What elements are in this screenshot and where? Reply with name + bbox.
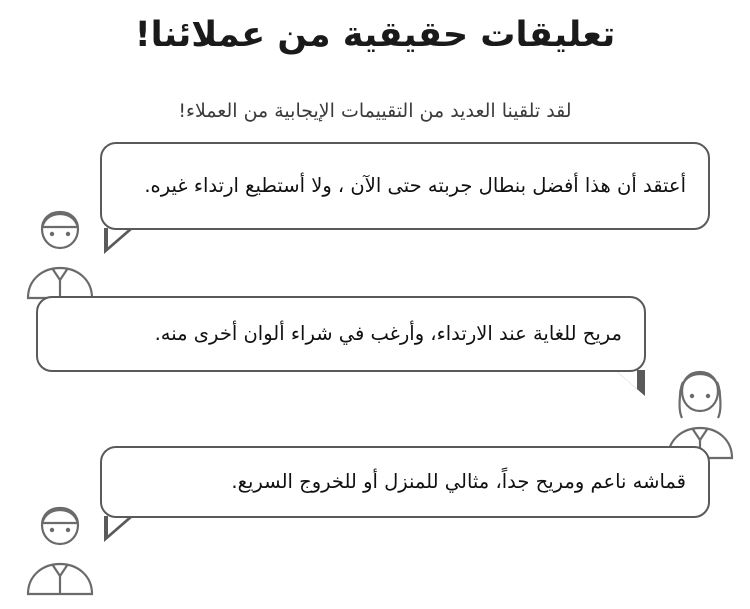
speech-bubble xyxy=(100,446,710,518)
bubble-tail-fill xyxy=(108,515,131,535)
page-title: تعليقات حقيقية من عملائنا! xyxy=(134,15,616,55)
speech-bubble xyxy=(36,296,646,372)
page-subtitle: لقد تلقينا العديد من التقييمات الإيجابية من العملاء! xyxy=(178,100,572,122)
bubble-tail-fill xyxy=(614,369,637,389)
avatar-man-icon xyxy=(22,502,98,598)
testimonial-item xyxy=(0,446,750,566)
testimonial-text: قماشه ناعم ومريح جداً، مثالي للمنزل أو للخروج السريع. xyxy=(231,469,686,493)
avatar-man-icon xyxy=(22,206,98,302)
testimonial-item xyxy=(0,296,750,416)
testimonial-item xyxy=(0,142,750,262)
testimonial-text: مريح للغاية عند الارتداء، وأرغب في شراء ألوان أخرى منه. xyxy=(154,321,622,345)
testimonial-text: أعتقد أن هذا أفضل بنطال جربته حتى الآن ، ولا أستطيع ارتداء غيره. xyxy=(144,173,686,197)
speech-bubble xyxy=(100,142,710,230)
bubble-tail-fill xyxy=(108,227,131,247)
